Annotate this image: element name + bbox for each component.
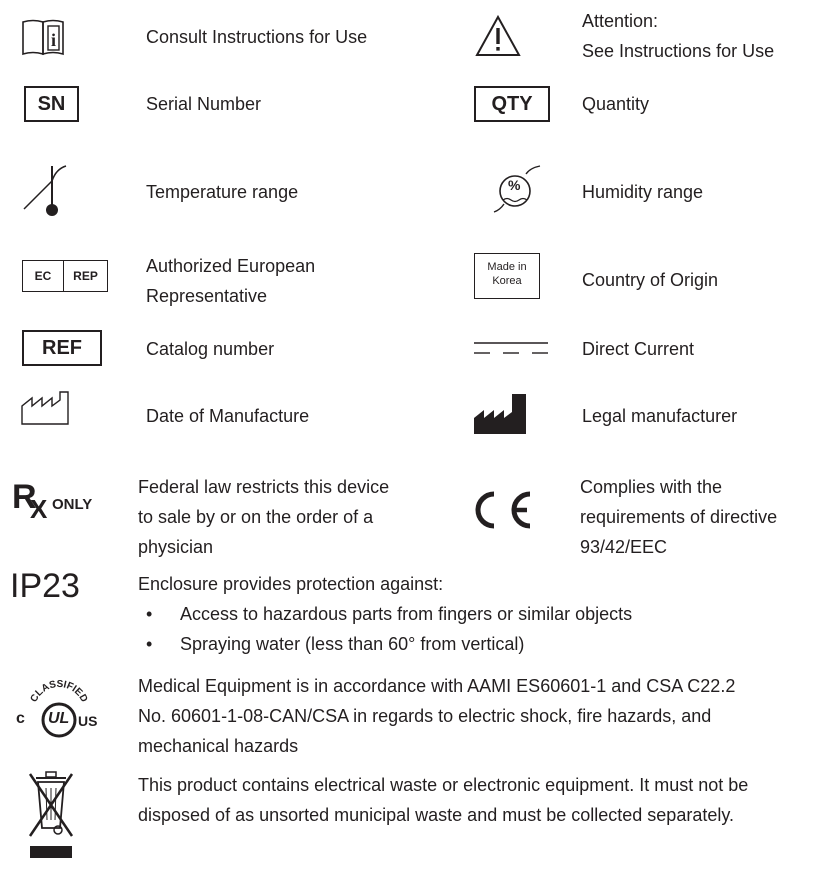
manufacturer-icon (474, 392, 528, 439)
ce-line3: 93/42/EEC (580, 537, 668, 557)
ul-line3: mechanical hazards (138, 736, 299, 756)
rx-line3: physician (138, 537, 214, 557)
ip-bullet-2: Spraying water (less than 60° from vertical) (180, 634, 525, 654)
ifu-label: Consult Instructions for Use (146, 27, 368, 47)
humidity-label: Humidity range (582, 182, 704, 202)
ul-us: US (78, 713, 98, 729)
dc-label: Direct Current (582, 339, 695, 359)
svg-text:CLASSIFIED (29, 679, 90, 704)
ul-top-text: CLASSIFIED (28, 678, 90, 705)
svg-text:i: i (50, 30, 57, 50)
direct-current-icon (474, 340, 548, 361)
ce-mark-icon (464, 490, 536, 535)
ip-bullet-dot-2: • (146, 634, 153, 654)
sn-label: Serial Number (146, 94, 262, 114)
mfr-label: Legal manufacturer (582, 406, 738, 426)
catalog-number-symbol: REF (22, 330, 102, 366)
warning-triangle-icon (474, 14, 522, 63)
ip-rating-symbol: IP23 (10, 567, 80, 605)
rx-r: R (12, 478, 37, 516)
weee-line1: This product contains electrical waste or electronic equipment. It must not be (138, 775, 749, 795)
origin-symbol-line1: Made in (487, 261, 527, 273)
dom-label: Date of Manufacture (146, 406, 310, 426)
quantity-symbol: QTY (474, 86, 550, 122)
ul-c: c (16, 710, 25, 727)
ul-line2: No. 60601-1-08-CAN/CSA in regards to electric shock, fire hazards, and (138, 706, 712, 726)
ecrep-line1: Authorized European (146, 256, 316, 276)
thermometer-icon (22, 163, 72, 224)
ec-rep-symbol (22, 260, 108, 292)
humidity-symbol: % (508, 177, 521, 193)
rx-only: ONLY (52, 496, 93, 513)
weee-crossed-bin-icon (28, 770, 76, 867)
date-of-manufacture-icon (20, 390, 70, 431)
temp-label: Temperature range (146, 182, 299, 202)
ce-line1: Complies with the (580, 477, 723, 497)
ip-bullet-1: Access to hazardous parts from fingers or similar objects (180, 604, 633, 624)
ecrep-line2: Representative (146, 286, 268, 306)
ul-classified-symbol (14, 668, 104, 748)
ec-rep-left: EC (23, 261, 64, 291)
attention-line2: See Instructions for Use (582, 41, 775, 61)
weee-line2: disposed of as unsorted municipal waste and must be collected separately. (138, 805, 735, 825)
origin-symbol-line2: Korea (492, 275, 522, 287)
rx-only-symbol (12, 478, 107, 538)
qty-label: Quantity (582, 94, 650, 114)
rx-line2: to sale by or on the order of a (138, 507, 374, 527)
serial-number-symbol: SN (24, 86, 79, 122)
ec-rep-right: REP (73, 269, 98, 283)
origin-label: Country of Origin (582, 270, 719, 290)
ref-label: Catalog number (146, 339, 275, 359)
ce-line2: requirements of directive (580, 507, 778, 527)
ip-bullet-dot-1: • (146, 604, 153, 624)
attention-line1: Attention: (582, 11, 659, 31)
made-in-korea-symbol (474, 253, 540, 299)
rx-x: X (30, 494, 48, 524)
ip-intro: Enclosure provides protection against: (138, 574, 444, 594)
ul-ul: UL (48, 710, 70, 727)
instructions-for-use-icon (20, 18, 66, 63)
rx-line1: Federal law restricts this device (138, 477, 390, 497)
ul-line1: Medical Equipment is in accordance with AAMI ES60601-1 and CSA C22.2 (138, 676, 736, 696)
